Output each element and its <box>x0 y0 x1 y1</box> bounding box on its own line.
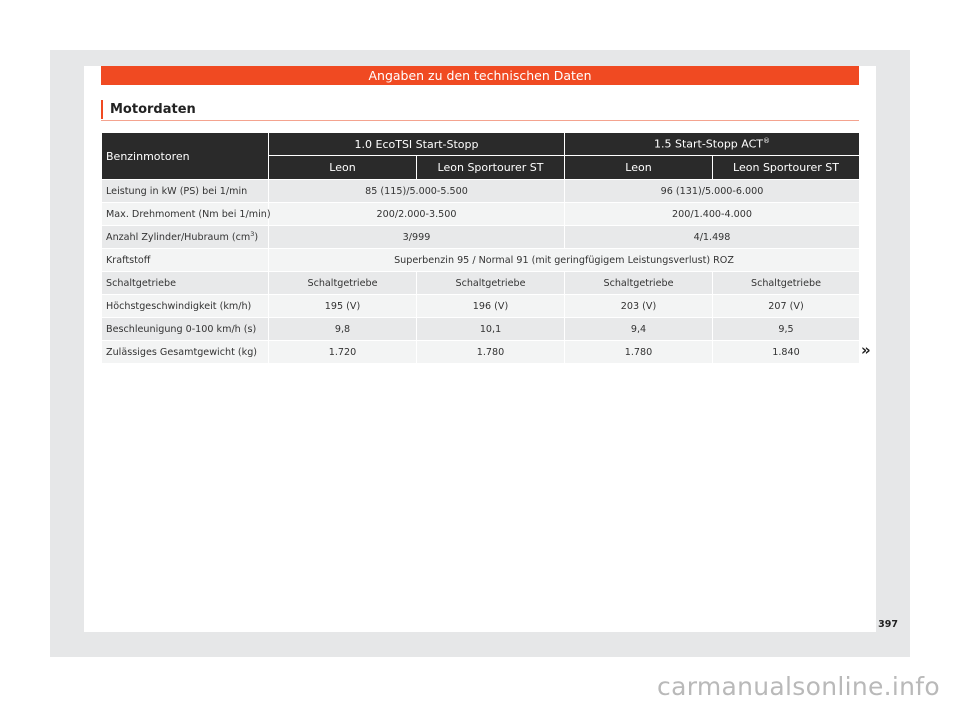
table-header-engines <box>102 133 860 156</box>
table-cell: 96 (131)/5.000-6.000 <box>565 180 860 203</box>
table-cell: 10,1 <box>417 318 565 341</box>
table-cell: 85 (115)/5.000-5.500 <box>269 180 565 203</box>
table-cell: 195 (V) <box>269 295 417 318</box>
row-label-end: ) <box>254 232 259 244</box>
table-row <box>102 341 860 364</box>
page-number: 397 <box>878 619 898 630</box>
table-cell: 1.780 <box>565 341 713 364</box>
engine-header-2 <box>565 133 860 156</box>
table-cell: Schaltgetriebe <box>565 272 713 295</box>
table-cell: 207 (V) <box>713 295 860 318</box>
table-cell: 9,4 <box>565 318 713 341</box>
table-cell: 9,8 <box>269 318 417 341</box>
table-cell: 1.840 <box>713 341 860 364</box>
table-cell: Schaltgetriebe <box>417 272 565 295</box>
registered-mark: ® <box>763 137 771 146</box>
row-label <box>102 226 269 249</box>
row-label: Höchstgeschwindigkeit (km/h) <box>102 295 269 318</box>
table-row <box>102 249 860 272</box>
table-row <box>102 272 860 295</box>
section-title: Motordaten <box>101 100 196 119</box>
table-cell: 3/999 <box>269 226 565 249</box>
table-row <box>102 203 860 226</box>
row-label-text: Anzahl Zylinder/Hubraum (cm <box>106 232 251 244</box>
table-cell: 1.720 <box>269 341 417 364</box>
table-cell: 4/1.498 <box>565 226 860 249</box>
section-divider <box>101 120 859 121</box>
table-cell: 203 (V) <box>565 295 713 318</box>
watermark: carmanualsonline.info <box>657 672 940 701</box>
engine-name-2: 1.5 Start-Stopp ACT <box>653 137 764 151</box>
row-label: Max. Drehmoment (Nm bei 1/min) <box>102 203 269 226</box>
table-cell: 200/2.000-3.500 <box>269 203 565 226</box>
row-label: Beschleunigung 0-100 km/h (s) <box>102 318 269 341</box>
engine-data-table <box>101 132 860 364</box>
engine-header-1 <box>269 133 565 156</box>
table-cell: Schaltgetriebe <box>269 272 417 295</box>
row-label: Zulässiges Gesamtgewicht (kg) <box>102 341 269 364</box>
table-cell: 1.780 <box>417 341 565 364</box>
chapter-banner: Angaben zu den technischen Daten <box>101 66 859 85</box>
table-row <box>102 318 860 341</box>
superscript: 3 <box>250 230 255 239</box>
engine-name-1: 1.0 EcoTSI Start-Stopp <box>354 137 479 151</box>
model-header: Leon <box>269 156 417 180</box>
table-row <box>102 180 860 203</box>
table-cell: 200/1.400-4.000 <box>565 203 860 226</box>
model-header: Leon Sportourer ST <box>713 156 860 180</box>
table-cell: Schaltgetriebe <box>713 272 860 295</box>
row-label: Leistung in kW (PS) bei 1/min <box>102 180 269 203</box>
model-header: Leon Sportourer ST <box>417 156 565 180</box>
model-header: Leon <box>565 156 713 180</box>
table-cell: 196 (V) <box>417 295 565 318</box>
table-cell: 9,5 <box>713 318 860 341</box>
row-label: Schaltgetriebe <box>102 272 269 295</box>
continue-marker: » <box>861 341 871 359</box>
table-row <box>102 295 860 318</box>
table-cell: Superbenzin 95 / Normal 91 (mit geringfügigem Leistungsverlust) ROZ <box>269 249 860 272</box>
table-corner-label: Benzinmotoren <box>102 133 269 180</box>
table-row <box>102 226 860 249</box>
row-label: Kraftstoff <box>102 249 269 272</box>
